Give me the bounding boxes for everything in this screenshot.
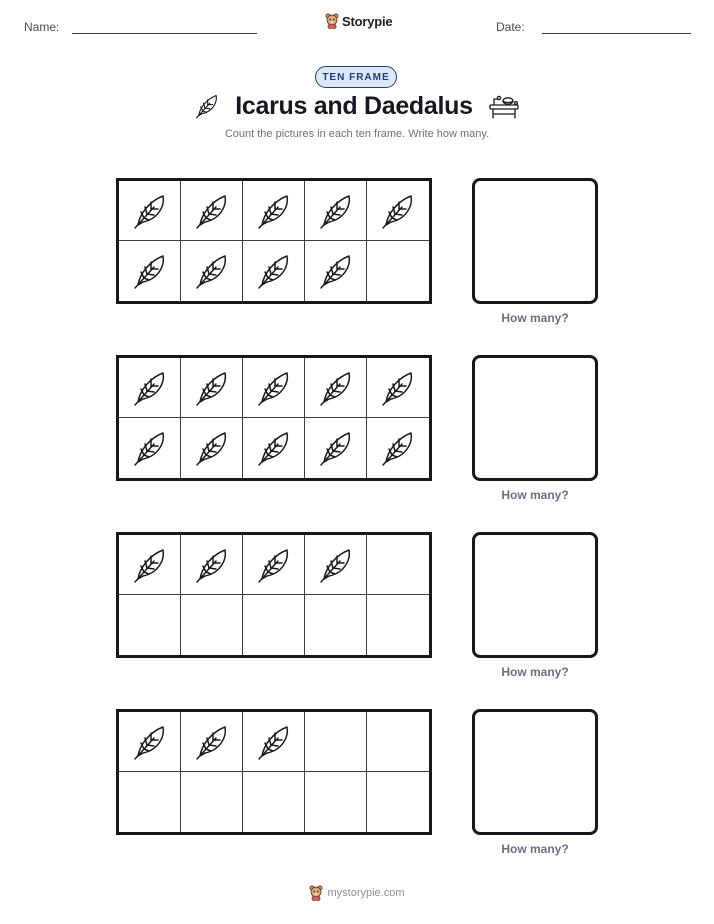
- ten-frame-cell: [305, 418, 367, 478]
- brand-logo: [325, 13, 392, 29]
- feather-icon: [192, 428, 232, 468]
- feather-icon: [254, 368, 294, 408]
- ten-frame-cell: [305, 181, 367, 241]
- page-title: Icarus and Daedalus: [235, 91, 473, 120]
- ten-frame-cell: [367, 772, 429, 832]
- brand-name: Storypie: [342, 13, 393, 29]
- workbench-icon: [487, 93, 521, 119]
- ten-frame-cell: [243, 712, 305, 772]
- feather-icon: [316, 428, 356, 468]
- answer-box[interactable]: [472, 709, 598, 835]
- ten-frame-cell: [119, 181, 181, 241]
- ten-frame: [116, 178, 432, 304]
- feather-icon: [192, 545, 232, 585]
- ten-frame-cell: [305, 595, 367, 655]
- feather-icon: [130, 722, 170, 762]
- feather-icon: [254, 191, 294, 231]
- feather-icon: [192, 191, 232, 231]
- ten-frame-cell: [181, 418, 243, 478]
- feather-icon: [378, 428, 418, 468]
- ten-frame-cell: [243, 535, 305, 595]
- ten-frame-cell: [367, 595, 429, 655]
- feather-icon: [130, 428, 170, 468]
- ten-frame: [116, 709, 432, 835]
- ten-frame-cell: [305, 712, 367, 772]
- feather-icon: [378, 368, 418, 408]
- feather-icon: [254, 545, 294, 585]
- how-many-label: How many?: [501, 842, 569, 856]
- ten-frame-cell: [119, 595, 181, 655]
- ten-frame-cell: [243, 772, 305, 832]
- ten-frame-cell: [243, 181, 305, 241]
- ten-frame: [116, 532, 432, 658]
- feather-icon: [254, 428, 294, 468]
- ten-frame-cell: [181, 241, 243, 301]
- footer: [0, 885, 714, 901]
- ten-frame: [116, 355, 432, 481]
- ten-frame-cell: [367, 358, 429, 418]
- feather-icon: [130, 191, 170, 231]
- ten-frame-cell: [119, 418, 181, 478]
- footer-url: mystorypie.com: [327, 887, 405, 899]
- ten-frame-cell: [367, 712, 429, 772]
- bear-mascot-icon: [325, 13, 339, 29]
- ten-frame-cell: [367, 241, 429, 301]
- how-many-label: How many?: [501, 311, 569, 325]
- feather-icon: [192, 722, 232, 762]
- ten-frame-cell: [181, 181, 243, 241]
- how-many-label: How many?: [501, 488, 569, 502]
- ten-frame-cell: [305, 772, 367, 832]
- feather-icon: [192, 368, 232, 408]
- bear-mascot-icon: [309, 885, 323, 901]
- ten-frame-cell: [119, 241, 181, 301]
- ten-frame-cell: [305, 358, 367, 418]
- ten-frame-cell: [181, 595, 243, 655]
- ten-frame-badge: TEN FRAME: [315, 66, 397, 88]
- ten-frame-cell: [243, 358, 305, 418]
- instructions: Count the pictures in each ten frame. Write how many.: [224, 128, 490, 140]
- ten-frame-cell: [305, 535, 367, 595]
- feather-icon: [130, 251, 170, 291]
- feather-icon: [378, 191, 418, 231]
- ten-frame-cell: [367, 181, 429, 241]
- ten-frame-cell: [181, 535, 243, 595]
- feather-icon: [316, 191, 356, 231]
- feather-icon: [316, 545, 356, 585]
- title-row: [0, 90, 714, 122]
- answer-box[interactable]: [472, 355, 598, 481]
- date-label: Date:: [496, 20, 525, 34]
- ten-frame-cell: [181, 358, 243, 418]
- ten-frame-cell: [181, 772, 243, 832]
- feather-icon: [316, 251, 356, 291]
- ten-frame-cell: [243, 595, 305, 655]
- feather-icon: [254, 722, 294, 762]
- ten-frame-cell: [367, 535, 429, 595]
- date-line: [542, 33, 691, 34]
- ten-frame-cell: [243, 241, 305, 301]
- name-label: Name:: [24, 20, 60, 34]
- feather-icon: [192, 251, 232, 291]
- answer-box[interactable]: [472, 532, 598, 658]
- ten-frame-cell: [181, 712, 243, 772]
- feather-icon: [316, 368, 356, 408]
- feather-icon: [130, 368, 170, 408]
- ten-frame-cell: [119, 358, 181, 418]
- ten-frame-cell: [305, 241, 367, 301]
- how-many-label: How many?: [501, 665, 569, 679]
- ten-frame-cell: [367, 418, 429, 478]
- ten-frame-cell: [119, 535, 181, 595]
- ten-frame-cell: [243, 418, 305, 478]
- feather-icon: [254, 251, 294, 291]
- feather-icon: [193, 90, 221, 122]
- feather-icon: [130, 545, 170, 585]
- answer-box[interactable]: [472, 178, 598, 304]
- ten-frame-cell: [119, 772, 181, 832]
- ten-frame-cell: [119, 712, 181, 772]
- name-line: [72, 33, 257, 34]
